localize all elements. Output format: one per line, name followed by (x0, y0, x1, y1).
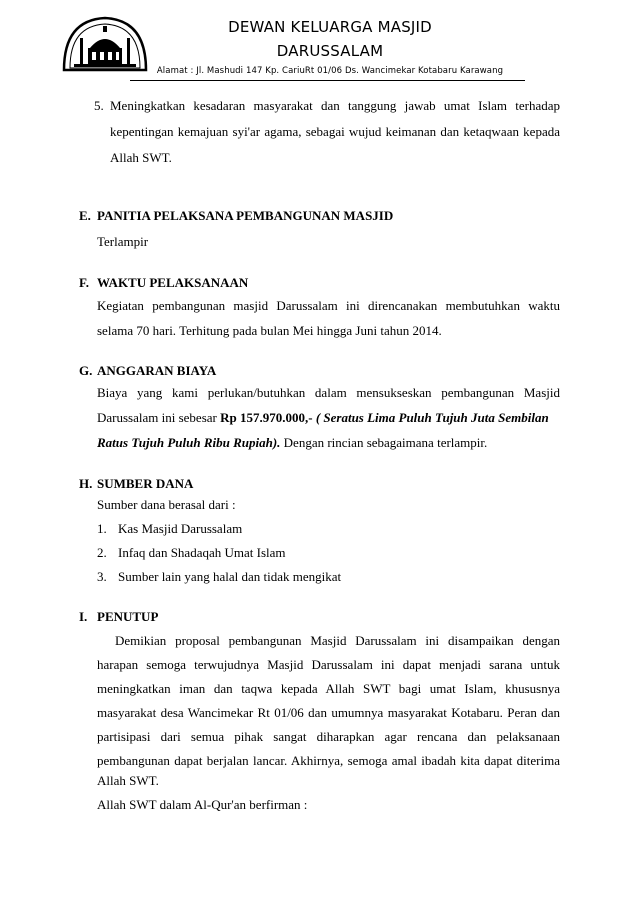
section-f-line2: selama 70 hari. Terhitung pada bulan Mei hingga Juni tahun 2014. (97, 323, 442, 338)
section-g-heading: ANGGARAN BIAYA (97, 363, 217, 378)
budget-amount-words-2: Ratus Tujuh Puluh Ribu Rupiah). (97, 435, 281, 450)
org-name-line1: DEWAN KELUARGA MASJID (228, 18, 432, 36)
list-item-number: 1. (97, 521, 107, 536)
item5-line2: kepentingan kemajuan syi'ar agama, sebagai wujud keimanan dan ketaqwaan kepada (110, 124, 560, 139)
section-i-letter: I. (79, 609, 88, 624)
section-g-line1: Biaya yang kami perlukan/butuhkan dalam mensukseskan pembangunan Masjid (97, 385, 560, 400)
list-item: Infaq dan Shadaqah Umat Islam (118, 545, 286, 560)
closing-line-4: masyarakat desa Wancimekar Rt 01/06 dan umumnya masyarakat Kotabaru. Peran dan (97, 705, 560, 720)
closing-line-1: Demikian proposal pembangunan Masjid Darussalam ini disampaikan dengan (115, 633, 560, 648)
closing-line-7: Allah SWT. (97, 773, 159, 788)
budget-amount-words-1: ( Seratus Lima Puluh Tujuh Juta Sembilan (315, 410, 549, 425)
org-address: Alamat : Jl. Mashudi 147 Kp. CariuRt 01/06 Ds. Wancimekar Kotabaru Karawang (156, 66, 504, 76)
org-name-line2: DARUSSALAM (276, 42, 384, 60)
section-g-line2-text: Darussalam ini sebesar (97, 410, 221, 425)
list-item-number: 3. (97, 569, 107, 584)
section-e-letter: E. (79, 208, 91, 223)
item-number: 5. (94, 98, 104, 113)
section-h-heading: SUMBER DANA (97, 476, 194, 491)
section-f-heading: WAKTU PELAKSANAAN (97, 275, 249, 290)
closing-line-5: partisipasi dari semua pihak sangat diharapkan agar rencana dan pelaksanaan (97, 729, 560, 744)
section-g-line2 (97, 410, 549, 426)
list-item: Sumber lain yang halal dan tidak mengikat (118, 569, 342, 584)
section-g-letter: G. (79, 363, 93, 378)
section-h-intro: Sumber dana berasal dari : (97, 497, 236, 512)
closing-line-2: harapan semoga terwujudnya Masjid Darussalam ini dapat menjadi sarana untuk (97, 657, 560, 672)
closing-line-8: Allah SWT dalam Al-Qur'an berfirman : (97, 797, 308, 812)
list-item-number: 2. (97, 545, 107, 560)
header-rule (130, 80, 525, 81)
section-g-line3-text: Dengan rincian sebagaimana terlampir. (283, 435, 488, 450)
section-h-letter: H. (79, 476, 93, 491)
closing-line-3: meningkatkan iman dan taqwa kepada Allah SWT bagi umat Islam, khususnya (97, 681, 560, 696)
item5-line3: Allah SWT. (110, 150, 172, 165)
item5-line1: Meningkatkan kesadaran masyarakat dan tanggung jawab umat Islam terhadap (110, 98, 560, 113)
section-e-text: Terlampir (97, 234, 149, 249)
closing-line-6: pembangunan dapat berjalan lancar. Akhirnya, semoga amal ibadah kita dapat diterima (97, 753, 560, 768)
section-i-heading: PENUTUP (97, 609, 159, 624)
list-item: Kas Masjid Darussalam (118, 521, 243, 536)
budget-amount: Rp 157.970.000,- (220, 410, 313, 425)
section-f-line1: Kegiatan pembangunan masjid Darussalam ini direncanakan membutuhkan waktu (97, 298, 560, 313)
section-e-heading: PANITIA PELAKSANA PEMBANGUNAN MASJID (97, 208, 394, 223)
section-f-letter: F. (79, 275, 89, 290)
section-g-line3 (97, 435, 487, 451)
